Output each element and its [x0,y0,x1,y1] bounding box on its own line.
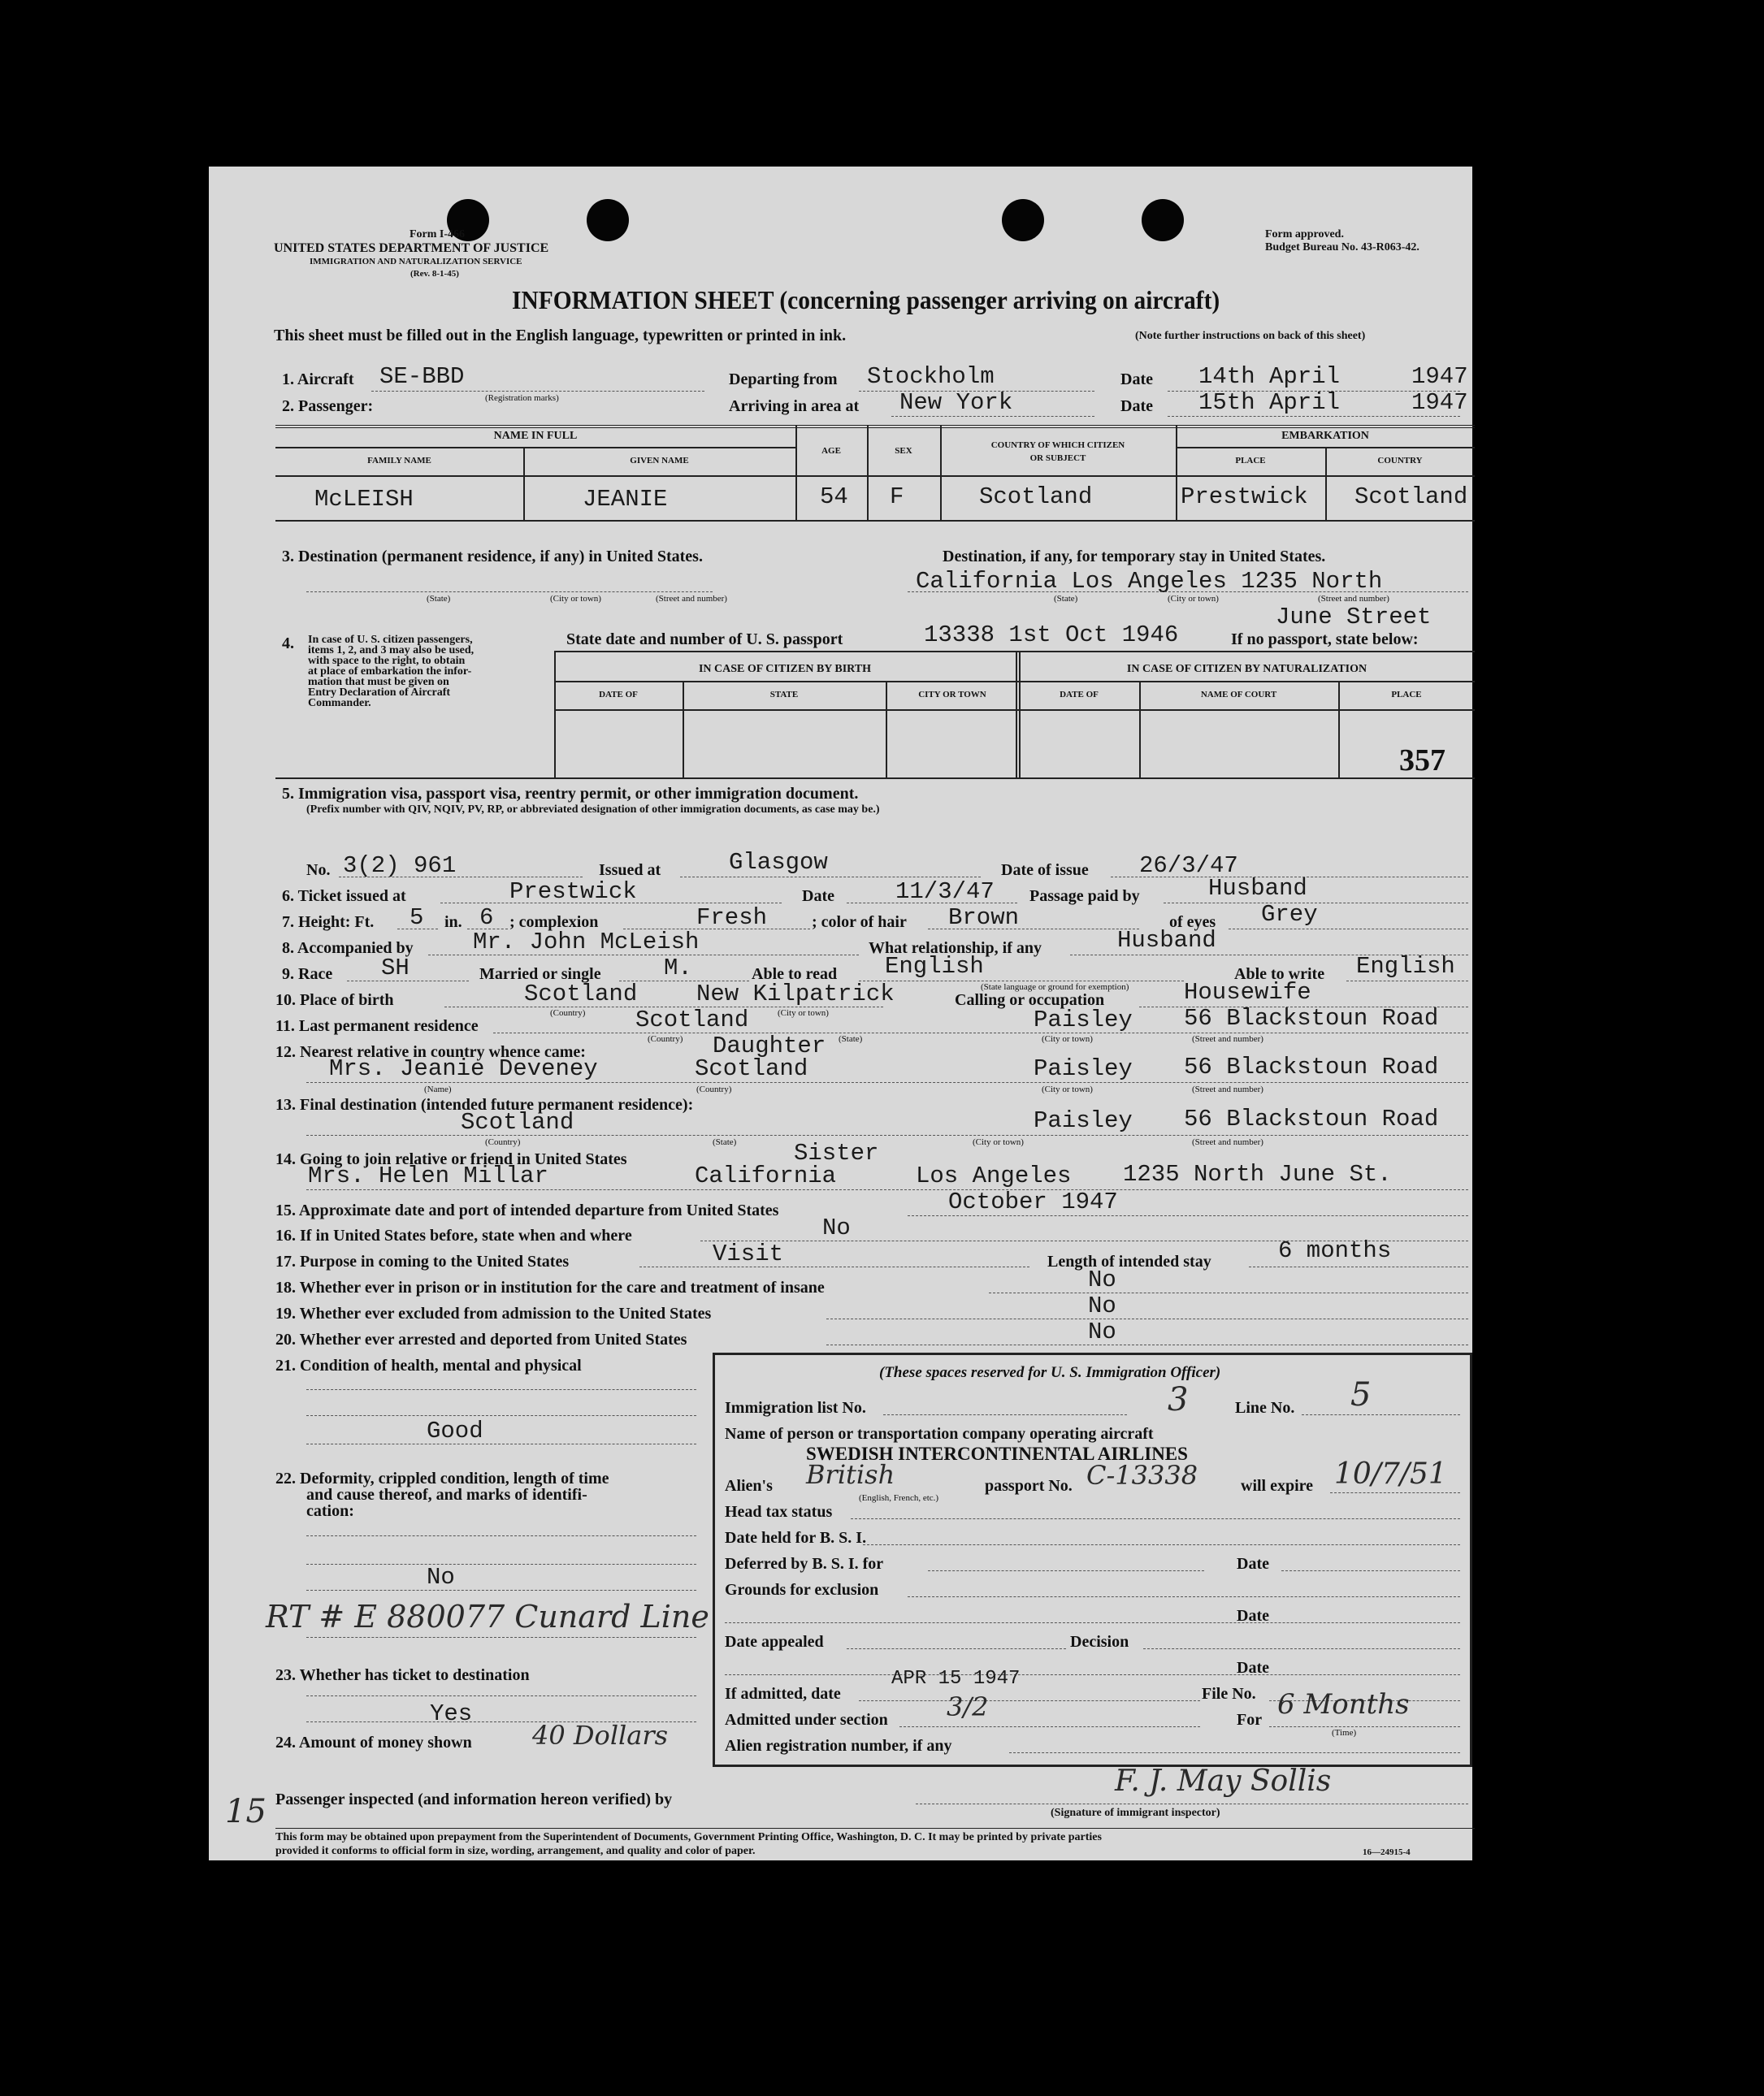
label-grounds: Grounds for exclusion [725,1581,879,1599]
join-name-value: Mrs. Helen Millar [308,1163,548,1189]
label-accompanied: 8. Accompanied by [282,939,414,957]
label-race: 9. Race [282,965,333,983]
label-issued-at: Issued at [599,861,661,879]
label-destination: 3. Destination (permanent residence, if any) in United States. [282,548,703,565]
footer-line2: provided it conforms to official form in size, wording, arrangement, and quality and color of paper. [275,1845,756,1857]
punch-hole [1002,199,1044,241]
eyes-value: Grey [1261,901,1318,928]
year2-value: 1947 [1411,389,1468,416]
relative-street-value: 56 Blackstoun Road [1184,1054,1439,1080]
budget-bureau: Budget Bureau No. 43-R063-42. [1265,241,1419,253]
label-expire: will expire [1241,1477,1314,1495]
label-admitted-date: If admitted, date [725,1685,841,1703]
label-deported: 20. Whether ever arrested and deported from United States [275,1331,687,1349]
birth-header: IN CASE OF CITIZEN BY BIRTH [698,663,872,675]
read-value: English [885,953,984,980]
label-departure: 15. Approximate date and port of intended departure from United States [275,1202,779,1219]
label-stay-length: Length of intended stay [1047,1253,1211,1271]
join-state-value: California [695,1163,837,1189]
family-name-header: FAMILY NAME [367,456,431,466]
caption-country: (Country) [550,1008,586,1018]
label-deformity-3: cation: [306,1502,354,1520]
label-appealed: Date appealed [725,1633,824,1651]
caption-country: (Country) [485,1137,521,1147]
before-value: No [822,1215,851,1241]
label-before: 16. If in United States before, state when and where [275,1227,632,1245]
page-title: INFORMATION SHEET (concerning passenger arriving on aircraft) [512,285,1220,314]
relative-country-value: Scotland [695,1055,808,1082]
caption-street: (Street and number) [656,594,727,604]
col-state: STATE [769,690,799,699]
officer-passport-value: C-13338 [1086,1460,1198,1491]
caption-city: (City or town) [1042,1085,1093,1094]
caption-state: (State) [427,594,451,604]
label-arriving: Arriving in area at [729,397,860,415]
label-birthplace: 10. Place of birth [275,991,394,1009]
label-passage: Passage paid by [1029,887,1140,905]
inspector-signature: F. J. May Sollis [1115,1765,1332,1798]
label-date2: Date [1120,397,1153,415]
paid-by-value: Husband [1208,875,1307,902]
label-relationship: What relationship, if any [869,939,1042,957]
caption-state: (State) [839,1034,863,1044]
join-city-value: Los Angeles [916,1163,1072,1189]
label-ticket-destination: 23. Whether has ticket to destination [275,1666,530,1684]
excluded-value: No [1088,1293,1116,1319]
label-prison: 18. Whether ever in prison or in institution for the care and treatment of insane [275,1279,825,1297]
label-head-tax: Head tax status [725,1503,833,1521]
departure-value: October 1947 [948,1189,1118,1215]
final-country-value: Scotland [461,1109,574,1136]
caption-language: (State language or ground for exemption) [981,982,1129,992]
feet-value: 5 [410,904,424,931]
aircraft-value: SE-BBD [379,363,465,390]
age-header: AGE [821,446,841,456]
caption-city: (City or town) [1042,1034,1093,1044]
label-passenger: 2. Passenger: [282,397,374,415]
passport-value: 13338 1st Oct 1946 [924,621,1179,648]
label-excluded: 19. Whether ever excluded from admission to the United States [275,1305,712,1323]
footer-code: 16—24915-4 [1363,1847,1411,1857]
inches-value: 6 [479,904,494,931]
issued-at-value: Glasgow [729,849,828,876]
punch-hole [587,199,629,241]
further-note: (Note further instructions on back of this sheet) [1135,330,1366,342]
complexion-value: Fresh [696,904,768,931]
label-ticket-date: Date [802,887,834,905]
label-aircraft: 1. Aircraft [282,370,354,388]
ticket-at-value: Prestwick [509,878,637,905]
caption-city: (City or town) [973,1137,1024,1147]
temp-destination-street: June Street [1276,604,1432,630]
label-officer-passport: passport No. [985,1477,1073,1495]
expire-value: 10/7/51 [1334,1457,1447,1491]
birth-country-value: Scotland [524,981,638,1007]
label-deformity-2: and cause thereof, and marks of identifi- [306,1486,587,1504]
label-alien-reg: Alien registration number, if any [725,1737,952,1755]
label-decision-date: Date [1237,1659,1269,1677]
visa-instructions: (Prefix number with QIV, NQIV, PV, RP, or abbreviated designation of other immigration documents, as case may be.) [306,803,880,816]
last-country-value: Scotland [635,1007,749,1033]
naturalization-header: IN CASE OF CITIZEN BY NATURALIZATION [1126,663,1367,675]
label-no-passport: If no passport, state below: [1231,630,1419,648]
label-date1: Date [1120,370,1153,388]
caption-state: (State) [1054,594,1078,604]
label-bsi: Date held for B. S. I. [725,1529,867,1547]
label-passport: State date and number of U. S. passport [566,630,843,648]
caption-country: (Country) [648,1034,683,1044]
caption-language: (English, French, etc.) [859,1493,939,1503]
label-purpose: 17. Purpose in coming to the United States [275,1253,570,1271]
given-name-header: GIVEN NAME [630,456,689,466]
label-eyes: of eyes [1169,913,1216,931]
temp-destination-value: California Los Angeles 1235 North [916,568,1383,595]
list-no-value: 3 [1168,1381,1189,1418]
for-value: 6 Months [1277,1688,1410,1721]
col-place: PLACE [1391,690,1422,699]
instructions: This sheet must be filled out in the English language, typewritten or printed in ink. [274,327,847,344]
join-street-value: 1235 North June St. [1123,1161,1392,1188]
label-occupation: Calling or occupation [955,991,1105,1009]
purpose-value: Visit [713,1241,784,1267]
caption-signature: (Signature of immigrant inspector) [1051,1807,1220,1819]
last-street-value: 56 Blackstoun Road [1184,1005,1439,1032]
service: IMMIGRATION AND NATURALIZATION SERVICE [310,257,522,266]
caption-time: (Time) [1332,1728,1357,1738]
label-inspected: Passenger inspected (and information hereon verified) by [275,1791,673,1808]
date2-value: 15th April [1198,389,1341,416]
label-inches: in. [444,913,462,931]
label-temp-destination: Destination, if any, for temporary stay in United States. [943,548,1326,565]
col-city: CITY OR TOWN [918,690,986,699]
label-read: Able to read [752,965,838,983]
col-date: DATE OF [599,690,638,699]
label-final-destination: 13. Final destination (intended future permanent residence): [275,1096,694,1114]
caption-country: (Country) [696,1085,732,1094]
name-in-full-header: NAME IN FULL [493,430,578,442]
label-married: Married or single [479,965,601,983]
emb-country-header: COUNTRY [1377,456,1423,466]
occupation-value: Housewife [1184,979,1311,1006]
footer-line1: This form may be obtained upon prepayment from the Superintendent of Documents, Government Printing Office, Washington, D. C. It may be printed by private parties [275,1831,1102,1843]
relative-name-value: Mrs. Jeanie Deveney [329,1055,598,1082]
emb-country-value: Scotland [1354,483,1468,510]
caption-state: (State) [713,1137,737,1147]
departing-value: Stockholm [867,363,995,390]
label-write: Able to write [1234,965,1325,983]
label-line-no: Line No. [1235,1399,1295,1417]
date1-value: 14th April [1198,363,1341,390]
admitted-date-stamp: APR 15 1947 [891,1668,1021,1690]
label-join-relative: 14. Going to join relative or friend in United States [275,1150,627,1168]
birth-city-value: New Kilpatrick [696,981,895,1007]
caption-street: (Street and number) [1192,1137,1263,1147]
label-file-no: File No. [1202,1685,1256,1703]
year1-value: 1947 [1411,363,1468,390]
final-city-value: Paisley [1034,1107,1133,1134]
write-value: English [1356,953,1455,980]
health-value: Good [427,1418,483,1444]
label-deferred: Deferred by B. S. I. for [725,1555,884,1573]
ticket-date-value: 11/3/47 [895,878,995,905]
deported-value: No [1088,1319,1116,1345]
arriving-value: New York [899,389,1013,416]
final-street-value: 56 Blackstoun Road [1184,1106,1439,1132]
margin-number: 15 [225,1793,267,1830]
date-issue-value: 26/3/47 [1139,852,1238,879]
label-height: 7. Height: Ft. [282,913,375,931]
label-last-residence: 11. Last permanent residence [275,1017,479,1035]
section-value: 3/2 [947,1691,989,1722]
label-date-issue: Date of issue [1001,861,1089,879]
label-nearest-relative: 12. Nearest relative in country whence came: [275,1043,586,1061]
reentry-note: RT # E 880077 Cunard Line [266,1599,709,1635]
sex-value: F [890,483,904,510]
label-company: Name of person or transportation company operating aircraft [725,1425,1154,1443]
label-health: 21. Condition of health, mental and physical [275,1357,582,1375]
label-deformity: 22. Deformity, crippled condition, length of time [275,1470,609,1488]
department: UNITED STATES DEPARTMENT OF JUSTICE [274,241,549,255]
col-nat-date: DATE OF [1060,690,1099,699]
line-no-value: 5 [1350,1376,1372,1414]
label-ticket: 6. Ticket issued at [282,887,406,905]
family-name-value: McLEISH [314,486,414,513]
relative-relationship-value: Daughter [713,1033,826,1059]
emb-place-value: Prestwick [1181,483,1308,510]
hair-value: Brown [948,904,1020,931]
caption-street: (Street and number) [1318,594,1389,604]
revision: (Rev. 8-1-45) [410,269,459,279]
label-complexion: ; complexion [509,913,599,931]
citizen-value: Scotland [979,483,1093,510]
emb-place-header: PLACE [1235,456,1266,466]
join-relationship-value: Sister [794,1140,879,1167]
ticket-value: Yes [430,1700,473,1727]
age-value: 54 [820,483,848,510]
reference-number: 357 [1399,743,1445,777]
form-number: Form I-466 [410,228,466,240]
caption-street: (Street and number) [1192,1085,1263,1094]
stay-value: 6 months [1278,1237,1392,1264]
label-hair: ; color of hair [812,913,907,931]
prison-value: No [1088,1267,1116,1293]
label-section: Admitted under section [725,1711,888,1729]
relative-city-value: Paisley [1034,1055,1133,1082]
label-departing: Departing from [729,370,838,388]
form-sheet [209,167,1472,1860]
relationship-value: Husband [1117,927,1216,954]
subject-header: OR SUBJECT [1029,453,1086,463]
alien-language-value: British [806,1459,895,1490]
item4-instructions: In case of U. S. citizen passengers, items 1, 2, and 3 may also be used, with space to the right, to obtain at place of embarkation the infor- mation that must be given on Entry Declaration of Aircraft Commander. [308,634,475,709]
accompanied-value: Mr. John McLeish [473,929,700,955]
doc-number-value: 3(2) 961 [343,852,457,879]
caption-city: (City or town) [1168,594,1219,604]
label-grounds-date: Date [1237,1607,1269,1625]
label-item4: 4. [282,634,294,652]
money-value: 40 Dollars [532,1720,669,1751]
company-stamp: SWEDISH INTERCONTINENTAL AIRLINES [806,1444,1188,1464]
caption-street: (Street and number) [1192,1034,1263,1044]
label-for: For [1237,1711,1263,1729]
label-no: No. [306,861,331,879]
caption-city: (City or town) [778,1008,829,1018]
label-alien: Alien's [725,1477,773,1495]
label-visa: 5. Immigration visa, passport visa, reentry permit, or other immigration document. [282,785,859,803]
reg-caption: (Registration marks) [485,393,559,403]
sex-header: SEX [895,446,912,456]
col-court: NAME OF COURT [1200,690,1277,699]
race-value: SH [381,955,410,981]
label-list-no: Immigration list No. [725,1399,866,1417]
embarkation-header: EMBARKATION [1281,430,1369,442]
given-name-value: JEANIE [583,486,668,513]
punch-hole [1142,199,1184,241]
married-value: M. [664,955,692,981]
label-decision: Decision [1070,1633,1129,1651]
caption-name: (Name) [424,1085,452,1094]
form-approved: Form approved. [1265,228,1344,240]
citizen-header: COUNTRY OF WHICH CITIZEN [990,440,1125,450]
label-deferred-date: Date [1237,1555,1269,1573]
last-city-value: Paisley [1034,1007,1133,1033]
officer-reserved-title: (These spaces reserved for U. S. Immigration Officer) [879,1364,1221,1381]
label-money: 24. Amount of money shown [275,1734,472,1752]
caption-city: (City or town) [550,594,601,604]
deformity-value: No [427,1564,455,1591]
